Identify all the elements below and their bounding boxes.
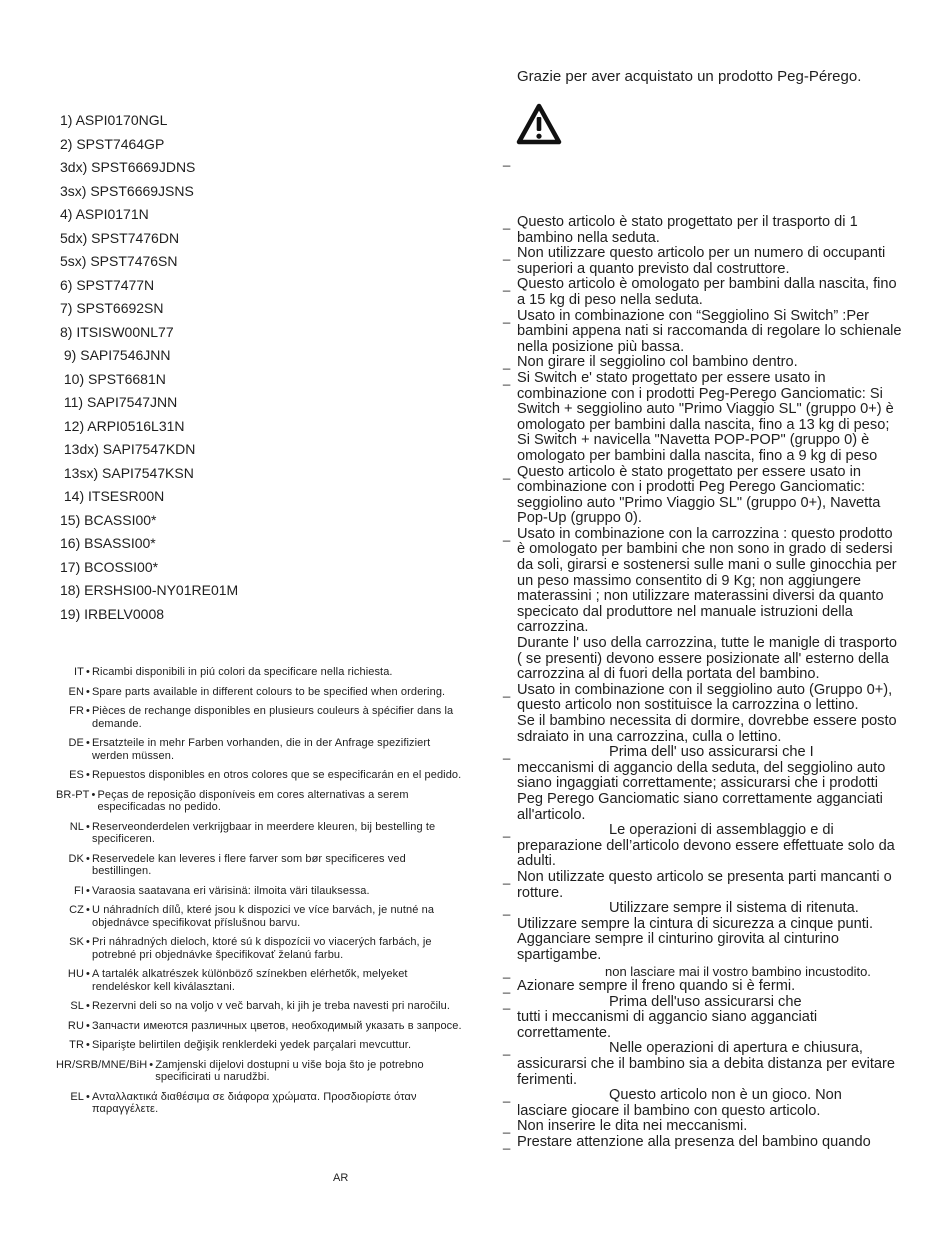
warning-text: assicurarsi che il bambino sia a debita distanza per evitare ferimenti. bbox=[517, 1056, 896, 1088]
language-note bbox=[56, 904, 466, 929]
warning-item bbox=[503, 870, 903, 901]
page-marker: AR bbox=[333, 1172, 349, 1184]
warning-text: Non girare il seggiolino col bambino dentro. bbox=[517, 354, 798, 371]
language-note bbox=[56, 936, 466, 961]
part-item: 2) SPST7464GP bbox=[60, 135, 165, 152]
language-text: Siparişte belirtilen değişik renklerdeki yedek parçalari mevcuttur. bbox=[92, 1039, 412, 1051]
bullet-icon: • bbox=[86, 968, 90, 980]
language-note bbox=[56, 789, 466, 814]
warning-text: lasciare giocare il bambino con questo articolo. bbox=[517, 1102, 821, 1119]
part-item: 1) ASPI0170NGL bbox=[60, 112, 168, 128]
language-code: SK bbox=[69, 936, 84, 948]
warning-dash: _ bbox=[503, 1041, 511, 1057]
part-item: 4) ASPI0171N bbox=[60, 206, 149, 222]
part-item: 9) SAPI7546JNN bbox=[60, 347, 171, 363]
part-item: 13sx) SAPI7547KSN bbox=[60, 464, 194, 481]
warning-item bbox=[503, 246, 903, 277]
warning-dash: _ bbox=[503, 464, 511, 480]
warning-item bbox=[503, 215, 903, 246]
warning-text: Usato in combinazione con “Seggiolino Si Switch” :Per bambini appena nati si raccomanda di regolare lo schienale nella posizione più bassa. bbox=[517, 307, 902, 355]
warning-dash: _ bbox=[503, 869, 511, 885]
warning-text: Prestare attenzione alla presenza del bambino quando bbox=[517, 1134, 871, 1151]
warning-item bbox=[503, 995, 903, 1042]
warning-dash: _ bbox=[503, 215, 511, 230]
language-note bbox=[56, 1000, 466, 1013]
language-code: DE bbox=[68, 737, 84, 749]
warning-dash: _ bbox=[503, 1135, 511, 1151]
bullet-icon: • bbox=[86, 852, 90, 865]
language-note bbox=[56, 968, 466, 993]
language-code: FI bbox=[74, 884, 84, 897]
bullet-icon: • bbox=[86, 1090, 90, 1103]
part-item: 17) BCOSSI00* bbox=[60, 558, 159, 575]
warning-text: Questo articolo è stato progettato per il trasporto di 1 bambino nella seduta. bbox=[517, 214, 858, 246]
warning-text: Usato in combinazione con la carrozzina : questo prodotto è omologato per bambini che non sono in grado di sedersi da soli, girarsi e sostenersi sulle mani o sulle ginocchia per un peso massimo consentito di 9 Kg; non aggiungere materassini ; non utilizzare materassini diversi da quanto specicato dal produttore nel manuale istruzioni della carrozzina. bbox=[517, 525, 897, 636]
language-code: HR/SRB/MNE/BiH bbox=[56, 1058, 148, 1071]
language-text: Запчасти имеются различных цветов, необходимый указать в запросе. bbox=[92, 1019, 462, 1032]
part-item: 11) SAPI7547JNN bbox=[60, 394, 178, 410]
warning-text: Si Switch + navicella "Navetta POP-POP" (gruppo 0) è omologato per bambini dalla nascita, fino a 9 kg di peso bbox=[517, 432, 878, 464]
bullet-icon: • bbox=[86, 705, 90, 717]
warning-dash: _ bbox=[503, 979, 511, 995]
spare-parts-list bbox=[60, 110, 480, 627]
part-item: 18) ERSHSI00-NY01RE01M bbox=[60, 582, 239, 598]
language-code: HU bbox=[67, 968, 84, 980]
warning-item bbox=[503, 683, 903, 745]
warning-dash: _ bbox=[503, 246, 511, 262]
warning-lead-text: Nelle operazioni di apertura e chiusura, bbox=[609, 1040, 863, 1057]
warning-dash: _ bbox=[503, 745, 511, 761]
part-item: 3sx) SPST6669JSNS bbox=[60, 182, 194, 199]
bullet-icon: • bbox=[86, 884, 90, 897]
language-code: EL bbox=[70, 1090, 84, 1103]
warning-item bbox=[503, 1119, 903, 1135]
language-note bbox=[56, 1020, 466, 1033]
language-note bbox=[56, 666, 466, 679]
bullet-icon: • bbox=[86, 685, 90, 698]
language-text: Pièces de rechange disponibles en plusieurs couleurs à spécifier dans la demande. bbox=[92, 705, 454, 730]
language-note bbox=[56, 737, 466, 762]
warning-item bbox=[503, 1041, 903, 1088]
warning-text: Non utilizzare questo articolo per un numero di occupanti superiori a quanto previsto dal costruttore. bbox=[517, 245, 886, 277]
warning-dash: _ bbox=[503, 526, 511, 542]
warning-dash: _ bbox=[503, 901, 511, 917]
bullet-icon: • bbox=[86, 1019, 90, 1032]
language-text: Reservedele kan leveres i flere farver som bør specificeres ved bestillingen. bbox=[92, 852, 406, 877]
spare-parts-color-note bbox=[56, 666, 466, 1123]
warning-dash: _ bbox=[503, 308, 511, 324]
warning-text: tutti i meccanismi di aggancio siano agganciati correttamente. bbox=[517, 1009, 818, 1041]
bullet-icon: • bbox=[86, 666, 90, 678]
warning-item bbox=[503, 1088, 903, 1119]
warning-text: Usato in combinazione con il seggiolino auto (Gruppo 0+), questo articolo non sostituisce la carrozzina o lettino. bbox=[517, 681, 893, 714]
language-text: Rezervni deli so na voljo v več barvah, ki jih je treba navesti pri naročilu. bbox=[92, 1000, 451, 1012]
warning-text: Durante l' uso della carrozzina, tutte le manigle di trasporto ( se presenti) devono essere posizionate all' esterno della carrozzina al di fuori della portata del bambino. bbox=[517, 635, 897, 683]
language-text: A tartalék alkatrészek különböző színekben elérhetők, melyeket rendeléskor kell kiválasztani. bbox=[92, 968, 408, 993]
part-item: 5sx) SPST7476SN bbox=[60, 253, 178, 269]
language-note bbox=[56, 705, 466, 730]
language-text: Ricambi disponibili in piú colori da specificare nella richiesta. bbox=[92, 666, 393, 678]
part-item: 6) SPST7477N bbox=[60, 276, 155, 293]
language-code: ES bbox=[69, 769, 84, 781]
warning-item bbox=[503, 371, 903, 465]
language-code: BR-PT bbox=[56, 788, 90, 801]
warning-text: Non inserire le dita nei meccanismi. bbox=[517, 1118, 748, 1135]
warning-dash: _ bbox=[503, 277, 511, 293]
warnings-list bbox=[503, 215, 903, 1151]
language-note bbox=[56, 769, 466, 782]
language-code: IT bbox=[74, 666, 84, 678]
warning-dash: _ bbox=[503, 1119, 511, 1135]
warning-item bbox=[503, 1135, 903, 1151]
warning-lead-text: non lasciare mai il vostro bambino incustodito. bbox=[605, 963, 871, 979]
warning-dash: _ bbox=[503, 1088, 511, 1104]
language-text: Reserveonderdelen verkrijgbaar in meerdere kleuren, bij bestelling te specificeren. bbox=[92, 820, 436, 845]
language-text: Ανταλλακτικά διαθέσιμα σε διάφορα χρώματα. Προσδιορίστε όταν παραγγέλετε. bbox=[92, 1090, 417, 1115]
warning-triangle-icon bbox=[516, 103, 562, 150]
bullet-icon: • bbox=[91, 788, 96, 801]
language-note bbox=[56, 686, 466, 699]
part-item: 16) BSASSI00* bbox=[60, 535, 156, 551]
warning-item bbox=[503, 823, 903, 870]
warning-text: Non utilizzate questo articolo se presenta parti mancanti o rotture. bbox=[517, 868, 892, 901]
language-note bbox=[56, 1039, 466, 1052]
warning-text: Azionare sempre il freno quando si è fermi. bbox=[517, 978, 796, 995]
language-note bbox=[56, 821, 466, 846]
part-item: 8) ITSISW00NL77 bbox=[60, 323, 174, 340]
warning-text: preparazione dell’articolo devono essere effettuate solo da adulti. bbox=[517, 837, 895, 870]
language-note bbox=[56, 853, 466, 878]
language-code: FR bbox=[69, 705, 84, 717]
bullet-icon: • bbox=[86, 1000, 90, 1012]
part-item: 7) SPST6692SN bbox=[60, 300, 164, 316]
warning-item bbox=[503, 964, 903, 980]
warning-item bbox=[503, 465, 903, 527]
part-item: 12) ARPI0516L31N bbox=[60, 417, 185, 434]
warning-dash: _ bbox=[503, 370, 511, 386]
warning-lead-text: Le operazioni di assemblaggio e di bbox=[609, 822, 834, 839]
warning-lead-text: Questo articolo non è un gioco. Non bbox=[609, 1087, 842, 1104]
warning-text: Questo articolo è stato progettato per essere usato in combinazione con i prodotti Peg Perego Ganciomatic: seggiolino auto "Primo Viaggio SL" (gruppo 0+), Navetta Pop-Up (gruppo 0). bbox=[517, 463, 881, 527]
language-code: TR bbox=[69, 1039, 84, 1051]
warning-item bbox=[503, 901, 903, 963]
warning-dash: _ bbox=[503, 963, 511, 979]
thanks-heading: Grazie per aver acquistato un prodotto Peg-Pérego. bbox=[517, 68, 862, 85]
warning-item bbox=[503, 309, 903, 356]
language-note bbox=[56, 885, 466, 898]
language-text: Peças de reposição disponíveis em cores alternativas a serem especificadas no pedido. bbox=[97, 788, 409, 813]
warning-dash: _ bbox=[503, 355, 511, 371]
warning-dash: _ bbox=[503, 682, 511, 698]
warning-lead-text: Prima dell'uso assicurarsi che bbox=[609, 993, 802, 1010]
language-code: DK bbox=[68, 852, 84, 865]
warning-text: meccanismi di aggancio della seduta, del seggiolino auto siano ingaggiati correttamente; assicurarsi che i prodotti Peg Perego Ganciomatic siano correttamente agganciati all'articolo. bbox=[517, 759, 886, 823]
part-item: 19) IRBELV0008 bbox=[60, 605, 165, 622]
warning-item bbox=[503, 527, 903, 683]
language-text: Spare parts available in different colours to be specified when ordering. bbox=[92, 685, 446, 698]
bullet-icon: • bbox=[149, 1058, 154, 1071]
language-text: Repuestos disponibles en otros colores que se especificarán en el pedido. bbox=[92, 769, 462, 781]
warning-item bbox=[503, 745, 903, 823]
warning-dash: _ bbox=[503, 823, 511, 839]
bullet-icon: • bbox=[86, 820, 90, 833]
bullet-icon: • bbox=[86, 1039, 90, 1051]
part-item: 3dx) SPST6669JDNS bbox=[60, 159, 196, 175]
part-item: 13dx) SAPI7547KDN bbox=[60, 441, 196, 457]
bullet-icon: • bbox=[86, 936, 90, 948]
bullet-icon: • bbox=[86, 904, 90, 916]
warning-item bbox=[503, 355, 903, 371]
warning-lead-text: Utilizzare sempre il sistema di ritenuta. bbox=[609, 900, 859, 917]
warning-text: Se il bambino necessita di dormire, dovrebbe essere posto sdraiato in una carrozzina, culla o lettino. bbox=[517, 713, 897, 745]
language-text: Ersatzteile in mehr Farben vorhanden, die in der Anfrage spezifiziert werden müssen. bbox=[92, 737, 431, 762]
language-code: CZ bbox=[69, 904, 84, 916]
part-item: 5dx) SPST7476DN bbox=[60, 229, 180, 246]
warning-dash: _ bbox=[503, 152, 511, 167]
warning-dash: _ bbox=[503, 994, 511, 1010]
warning-item bbox=[503, 277, 903, 308]
part-item: 14) ITSESR00N bbox=[60, 488, 165, 504]
warning-lead-text: Prima dell' uso assicurarsi che I bbox=[609, 744, 814, 761]
warning-text: Questo articolo è omologato per bambini dalla nascita, fino a 15 kg di peso nella seduta. bbox=[517, 276, 897, 308]
bullet-icon: • bbox=[86, 769, 90, 781]
bullet-icon: • bbox=[86, 737, 90, 749]
language-text: Zamjenski dijelovi dostupni u više boja što je potrebno specificirati u narudžbi. bbox=[155, 1058, 424, 1083]
language-code: EN bbox=[68, 685, 84, 698]
language-code: SL bbox=[70, 1000, 84, 1012]
language-text: Pri náhradných dieloch, ktoré sú k dispozícii vo viacerých farbách, je potrebné pri objednávke špecifikovať želanú farbu. bbox=[92, 936, 432, 961]
language-text: Varaosia saatavana eri värisinä: ilmoita väri tilauksessa. bbox=[92, 884, 370, 897]
warning-text: Utilizzare sempre la cintura di sicurezza a cinque punti. Agganciare sempre il cinturino girovita al cinturino spartigambe. bbox=[517, 915, 874, 963]
language-code: NL bbox=[69, 820, 84, 833]
warning-item bbox=[503, 979, 903, 995]
part-item: 10) SPST6681N bbox=[60, 370, 166, 387]
language-note bbox=[56, 1091, 466, 1116]
part-item: 15) BCASSI00* bbox=[60, 511, 157, 528]
language-code: RU bbox=[67, 1019, 84, 1032]
warning-text: Si Switch e' stato progettato per essere usato in combinazione con i prodotti Peg-Perego Ganciomatic: Si Switch + seggiolino auto "Primo Viaggio SL" (gruppo 0+) è omologato per bambini dalla nascita, fino a 13 kg di peso; bbox=[517, 369, 894, 433]
language-note bbox=[56, 1059, 466, 1084]
language-text: U náhradních dílů, které jsou k dispozici ve více barvách, je nutné na objednávce specifikovat příslušnou barvu. bbox=[92, 904, 435, 929]
